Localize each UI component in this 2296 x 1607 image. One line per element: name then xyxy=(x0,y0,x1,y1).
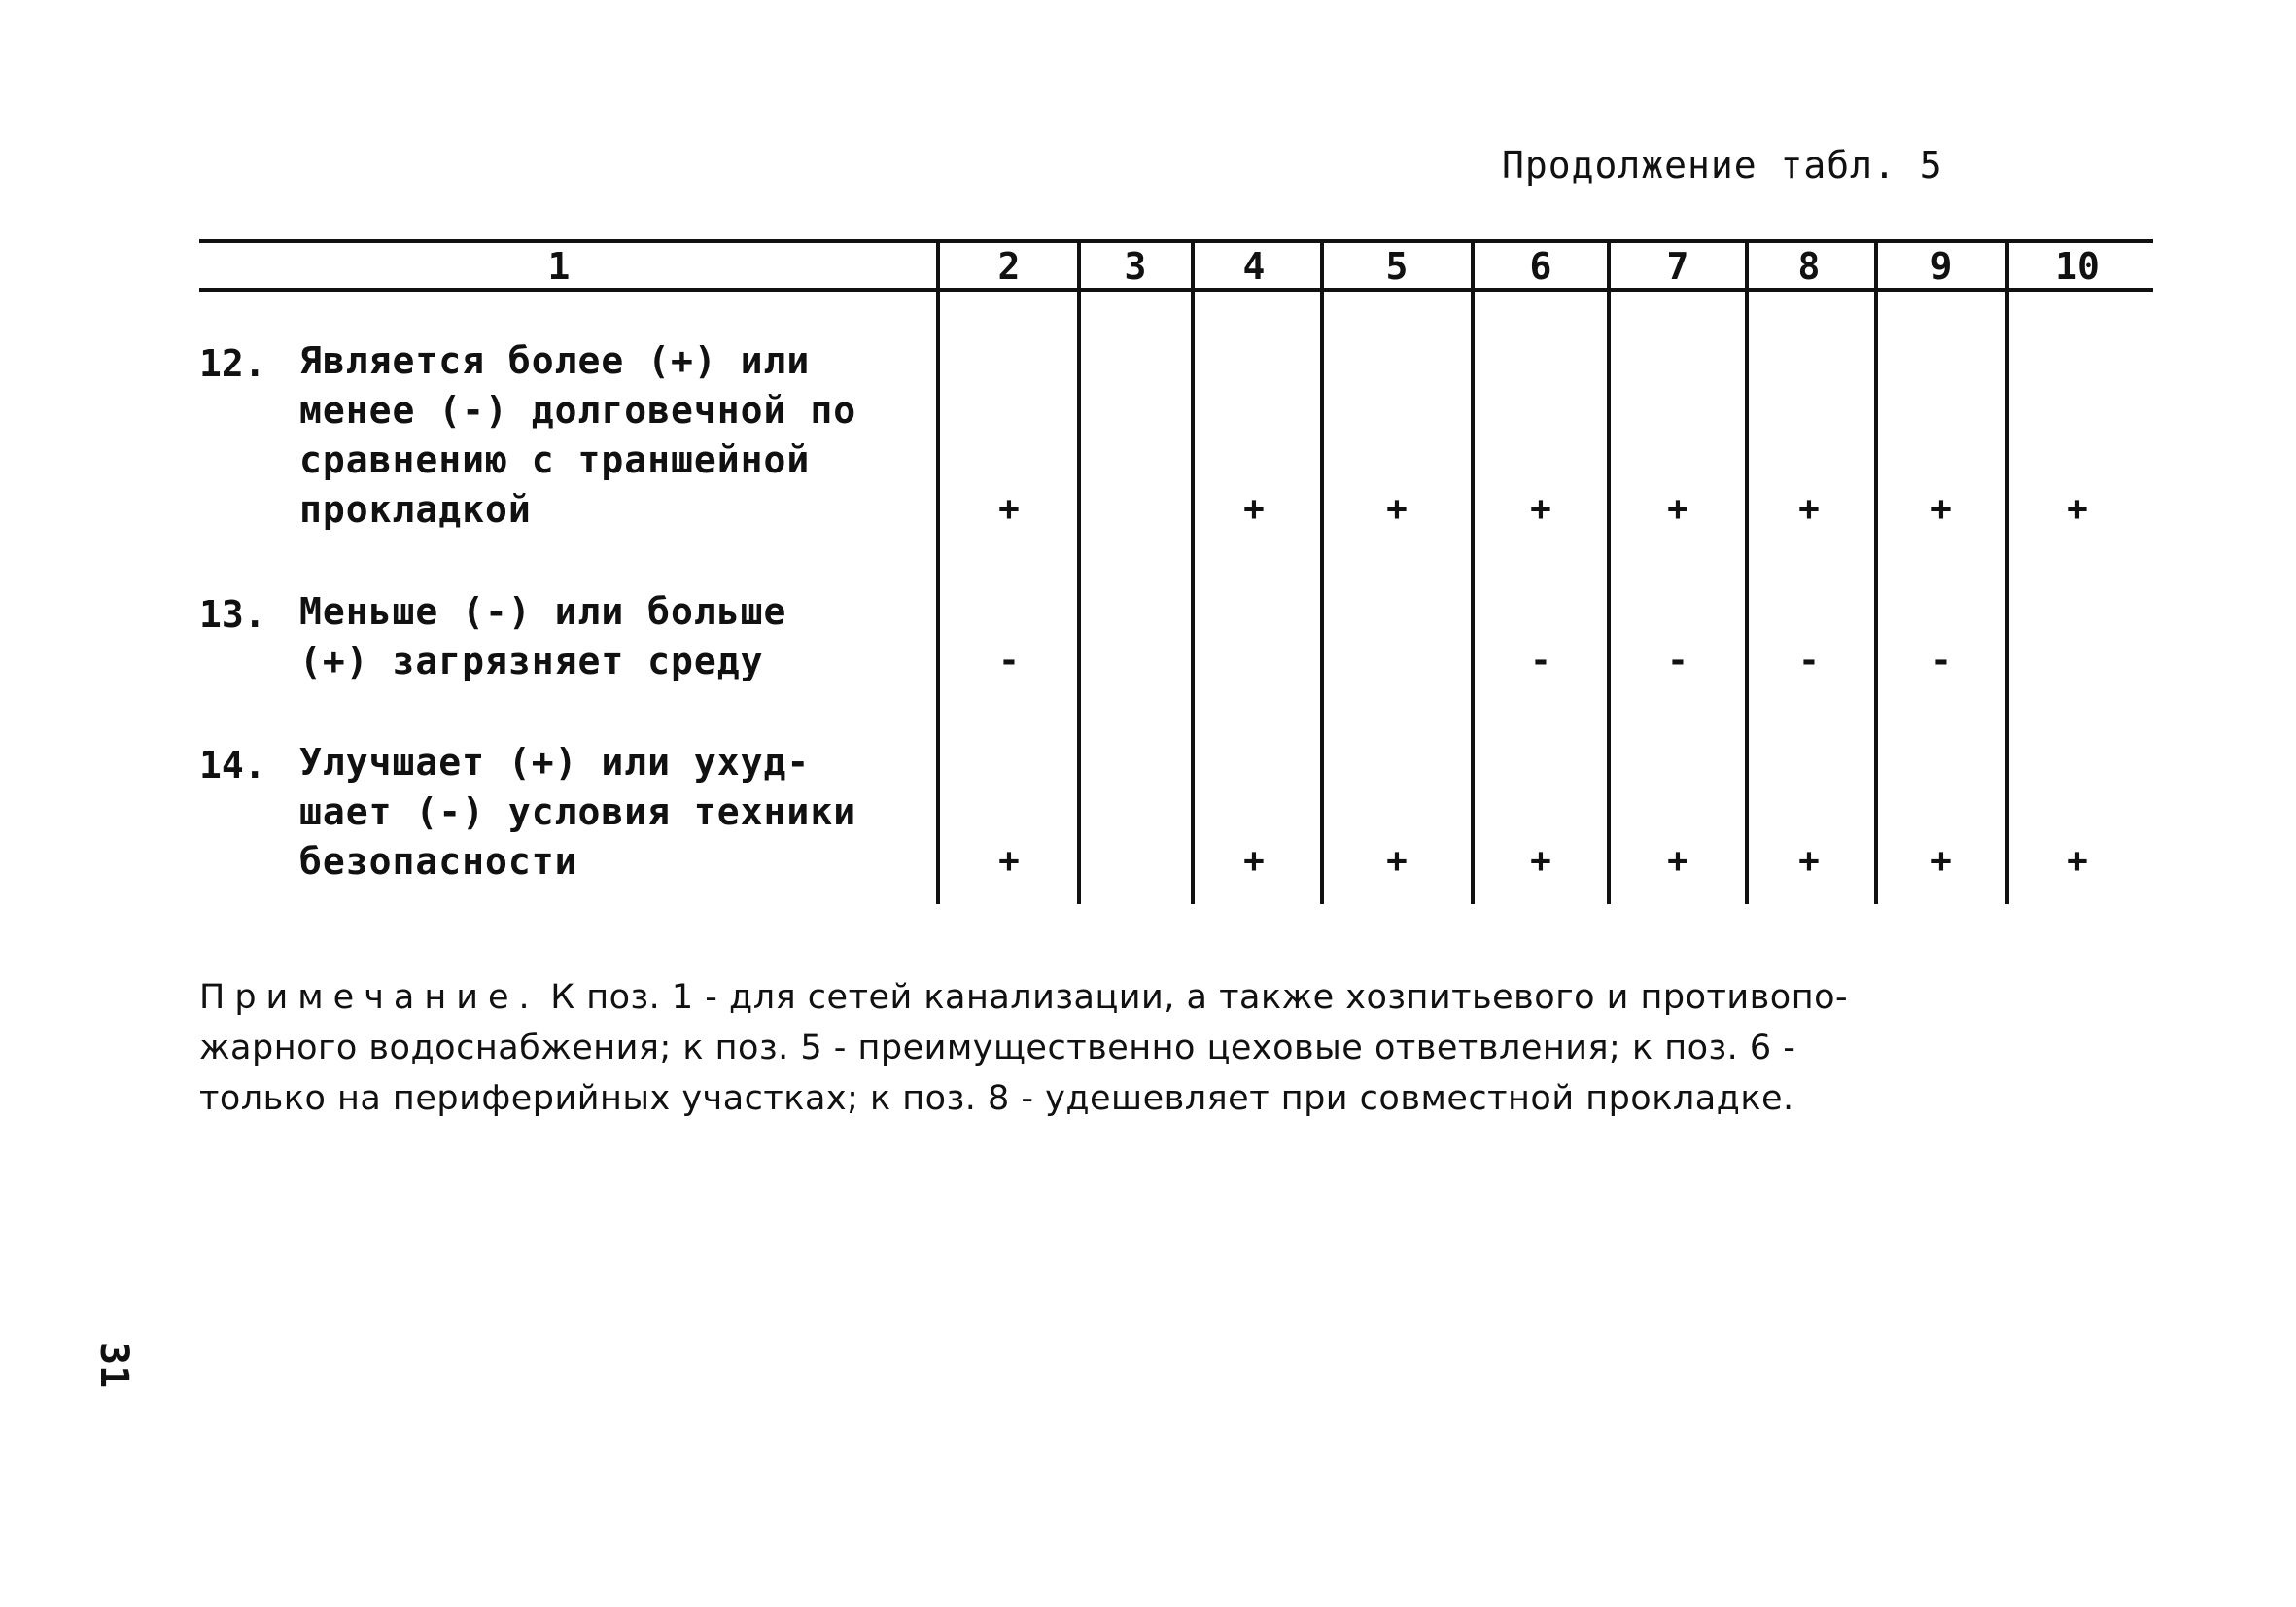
column-header-5: 5 xyxy=(1385,245,1409,288)
column-header-8: 8 xyxy=(1797,245,1821,288)
page-number: 31 xyxy=(91,1342,136,1389)
column-rule-7 xyxy=(1745,239,1749,904)
cell-mark: + xyxy=(1386,489,1408,529)
cell-mark: - xyxy=(1667,641,1688,681)
cell-mark: + xyxy=(1243,841,1265,881)
row-number: 14. xyxy=(199,744,266,786)
column-rule-9 xyxy=(2005,239,2009,904)
column-rule-1 xyxy=(936,239,940,904)
row-description-line: прокладкой xyxy=(299,488,532,531)
note-line-2: жарного водоснабжения; к поз. 5 - преимущественно цеховые ответвления; к поз. 6 - xyxy=(199,1029,1796,1067)
column-header-9: 9 xyxy=(1930,245,1953,288)
column-rule-2 xyxy=(1077,239,1081,904)
row-description-line: менее (-) долговечной по xyxy=(299,389,857,432)
note-label: Примечание. xyxy=(199,978,539,1017)
column-rule-3 xyxy=(1191,239,1195,904)
note-line-1 xyxy=(199,972,2143,1023)
row-description xyxy=(299,587,902,686)
row-description-line: (+) загрязняет среду xyxy=(299,640,764,682)
cell-mark: + xyxy=(998,841,1020,881)
cell-mark: + xyxy=(1667,841,1688,881)
row-description xyxy=(299,336,902,535)
cell-mark: - xyxy=(1931,641,1952,681)
cell-mark: + xyxy=(998,489,1020,529)
column-header-3: 3 xyxy=(1124,245,1147,288)
column-header-4: 4 xyxy=(1242,245,1266,288)
row-description-line: Меньше (-) или больше xyxy=(299,590,787,633)
cell-mark: + xyxy=(1798,489,1820,529)
column-rule-5 xyxy=(1471,239,1475,904)
cell-mark: + xyxy=(1386,841,1408,881)
column-header-10: 10 xyxy=(2055,245,2100,288)
row-number: 13. xyxy=(199,593,266,636)
cell-mark: + xyxy=(2067,841,2088,881)
table-continuation-caption: Продолжение табл. 5 xyxy=(1502,144,1943,187)
row-description-line: Улучшает (+) или ухуд- xyxy=(299,741,811,784)
note-text-1: К поз. 1 - для сетей канализации, а также хозпитьевого и противопо- xyxy=(539,978,1849,1017)
note-line-3: только на периферийных участках; к поз. 8 - удешевляет при совместной прокладке. xyxy=(199,1079,1794,1118)
cell-mark: + xyxy=(1530,489,1551,529)
table-note xyxy=(199,972,2143,1124)
row-description-line: Является более (+) или xyxy=(299,339,811,382)
row-description-line: безопасности xyxy=(299,840,578,883)
column-header-6: 6 xyxy=(1529,245,1552,288)
cell-mark: + xyxy=(1931,841,1952,881)
cell-mark: + xyxy=(1530,841,1551,881)
row-description-line: сравнению с траншейной xyxy=(299,438,811,481)
table-header-rule xyxy=(199,288,2153,292)
column-header-7: 7 xyxy=(1666,245,1689,288)
cell-mark: + xyxy=(2067,489,2088,529)
cell-mark: + xyxy=(1798,841,1820,881)
row-description xyxy=(299,738,902,887)
column-rule-6 xyxy=(1607,239,1611,904)
column-header-2: 2 xyxy=(997,245,1021,288)
cell-mark: - xyxy=(1530,641,1551,681)
row-number: 12. xyxy=(199,342,266,385)
cell-mark: - xyxy=(998,641,1020,681)
cell-mark: + xyxy=(1243,489,1265,529)
row-description-line: шает (-) условия техники xyxy=(299,790,857,833)
column-header-1: 1 xyxy=(547,245,571,288)
table-top-rule xyxy=(199,239,2153,243)
cell-mark: + xyxy=(1667,489,1688,529)
cell-mark: + xyxy=(1931,489,1952,529)
column-rule-8 xyxy=(1874,239,1878,904)
cell-mark: - xyxy=(1798,641,1820,681)
column-rule-4 xyxy=(1320,239,1324,904)
